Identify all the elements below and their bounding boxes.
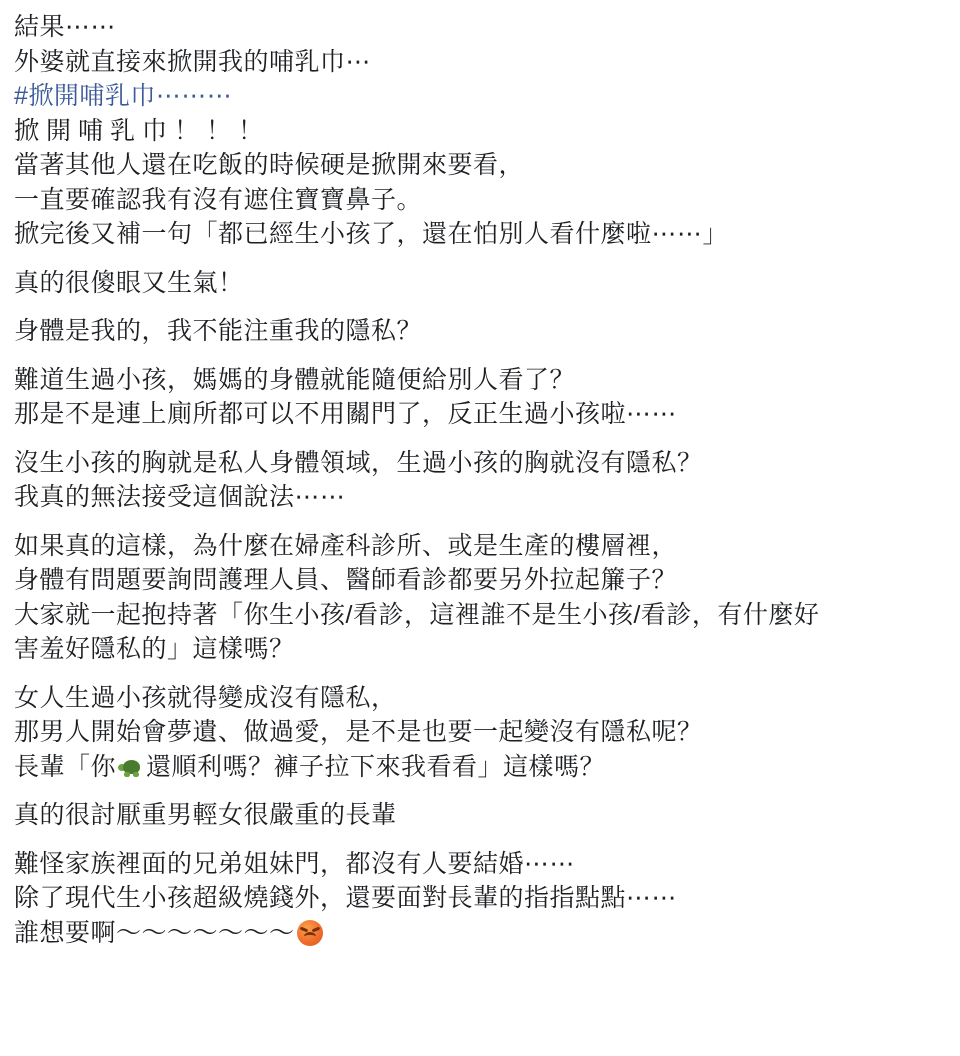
paragraph [14,529,946,667]
post-line: 害羞好隱私的」這樣嗎？ [14,635,295,663]
post-line-text: 誰想要啊～～～～～～～ [14,918,295,947]
post-line: 身體有問題要詢問護理人員、醫師看診都要另外拉起簾子？ [14,566,678,594]
post-line-text-after: 還順利嗎？褲子拉下來我看看」這樣嗎？ [146,752,606,781]
post-line: 一直要確認我有沒有遮住寶寶鼻子。 [14,185,423,214]
angry-face-emoji [297,920,323,946]
post-line-with-emoji [14,916,946,951]
paragraph [14,363,946,432]
post-line: 難道生過小孩，媽媽的身體就能隨便給別人看了？ [14,365,576,394]
hashtag-link[interactable]: #掀開哺乳巾⋯⋯⋯ [14,82,233,110]
post-line-with-emoji [14,750,946,785]
post-line: 那男人開始會夢遺、做過愛，是不是也要一起變沒有隱私呢？ [14,718,703,746]
paragraph [14,446,946,515]
post-line: 沒生小孩的胸就是私人身體領域，生過小孩的胸就沒有隱私？ [14,448,703,477]
paragraph [14,681,946,785]
post-line: 真的很傻眼又生氣！ [14,268,244,297]
post-line: 除了現代生小孩超級燒錢外，還要面對長輩的指指點點⋯⋯ [14,884,678,912]
paragraph [14,314,946,349]
post-line: 那是不是連上廁所都可以不用關門了，反正生過小孩啦⋯⋯ [14,400,678,428]
paragraph [14,798,946,833]
post-line: 大家就一起抱持著「你生小孩/看診，這裡誰不是生小孩/看診，有什麼好 [14,600,820,629]
post-line: 身體是我的，我不能注重我的隱私？ [14,317,423,345]
paragraph [14,847,946,951]
post-line: 女人生過小孩就得變成沒有隱私， [14,683,397,712]
post-line: 當著其他人還在吃飯的時候硬是掀開來要看， [14,151,525,179]
paragraph [14,10,946,252]
paragraph [14,266,946,301]
turtle-emoji [118,759,144,777]
post-line: 真的很討厭重男輕女很嚴重的長輩 [14,801,397,829]
post-line: 難怪家族裡面的兄弟姐妹門，都沒有人要結婚⋯⋯ [14,849,576,878]
post-line-text-before: 長輩「你 [14,752,117,781]
post-line: 我真的無法接受這個說法⋯⋯ [14,483,346,511]
post-line: 掀完後又補一句「都已經生小孩了，還在怕別人看什麼啦⋯⋯」 [14,220,729,248]
post-line: 結果⋯⋯ [14,13,117,41]
post-line: 外婆就直接來掀開我的哺乳巾⋯ [14,47,372,76]
post-line: 如果真的這樣，為什麼在婦產科診所、或是生產的樓層裡， [14,531,678,560]
post-line: 掀開哺乳巾！！！ [14,116,271,145]
